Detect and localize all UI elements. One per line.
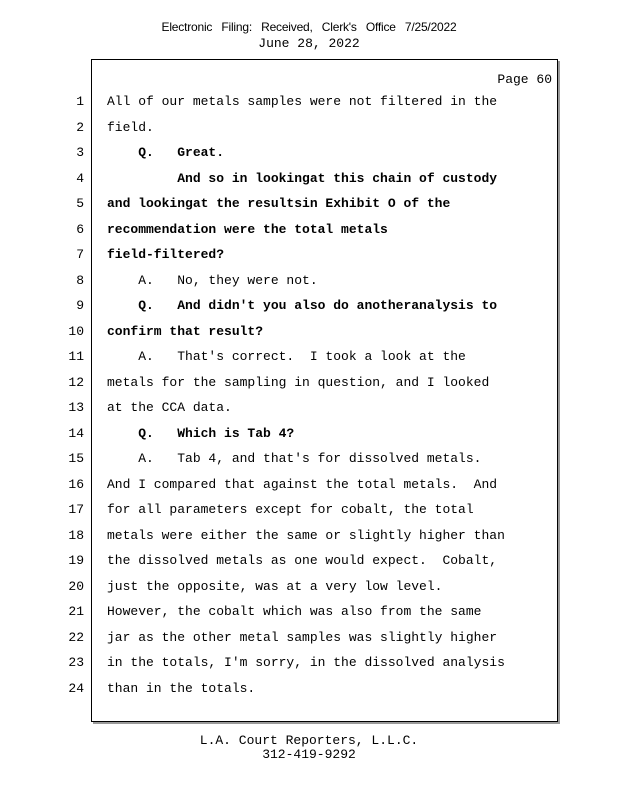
line-number: 18	[68, 528, 84, 543]
line-text: Q. And didn't you also do anotheranalysis to	[107, 298, 498, 313]
line-text: jar as the other metal samples was slightly higher	[107, 630, 498, 645]
line-text: confirm that result?	[107, 324, 264, 339]
line-text: Q. Which is Tab 4?	[107, 426, 295, 441]
transcript-line	[0, 92, 560, 112]
transcript-line	[0, 296, 560, 316]
transcript-date: June 28, 2022	[258, 36, 360, 51]
line-number: 22	[68, 630, 84, 645]
line-number: 15	[68, 451, 84, 466]
transcript-line	[0, 424, 560, 444]
line-number: 5	[76, 196, 84, 211]
transcript-line	[0, 245, 560, 265]
transcript-line	[0, 271, 560, 291]
transcript-line	[0, 577, 560, 597]
line-number: 7	[76, 247, 84, 262]
line-text: And so in lookingat this chain of custody	[107, 171, 498, 186]
line-number: 4	[76, 171, 84, 186]
transcript-line	[0, 322, 560, 342]
line-number: 20	[68, 579, 84, 594]
line-number: 13	[68, 400, 84, 415]
line-number: 3	[76, 145, 84, 160]
reporter-phone: 312-419-9292	[262, 747, 356, 762]
line-number: 9	[76, 298, 84, 313]
transcript-line	[0, 398, 560, 418]
line-number: 17	[68, 502, 84, 517]
transcript-line	[0, 194, 560, 214]
line-number: 23	[68, 655, 84, 670]
line-text: and lookingat the resultsin Exhibit O of the	[107, 196, 451, 211]
line-number: 16	[68, 477, 84, 492]
line-text: at the CCA data.	[107, 400, 232, 415]
filing-stamp: Electronic Filing: Received, Clerk's Office 7/25/2022	[161, 20, 457, 34]
line-text: All of our metals samples were not filtered in the	[107, 94, 498, 109]
line-text: than in the totals.	[107, 681, 256, 696]
line-text: metals were either the same or slightly higher than	[107, 528, 505, 543]
line-number: 10	[68, 324, 84, 339]
transcript-line	[0, 526, 560, 546]
transcript-line	[0, 628, 560, 648]
line-text: And I compared that against the total metals. And	[107, 477, 498, 492]
transcript-line	[0, 602, 560, 622]
transcript-line	[0, 449, 560, 469]
line-text: metals for the sampling in question, and I looked	[107, 375, 490, 390]
reporter-company: L.A. Court Reporters, L.L.C.	[199, 733, 419, 748]
line-text: in the totals, I'm sorry, in the dissolved analysis	[107, 655, 505, 670]
line-number: 2	[76, 120, 84, 135]
line-number: 21	[68, 604, 84, 619]
line-number: 19	[68, 553, 84, 568]
line-text: A. That's correct. I took a look at the	[107, 349, 466, 364]
transcript-line	[0, 551, 560, 571]
line-text: for all parameters except for cobalt, the total	[107, 502, 474, 517]
line-number: 14	[68, 426, 84, 441]
transcript-line	[0, 475, 560, 495]
line-text: field.	[107, 120, 154, 135]
transcript-line	[0, 373, 560, 393]
line-number: 12	[68, 375, 84, 390]
line-text: just the opposite, was at a very low level.	[107, 579, 443, 594]
transcript-line	[0, 118, 560, 138]
line-text: field-filtered?	[107, 247, 225, 262]
page-number: Page 60	[497, 72, 552, 87]
line-text: However, the cobalt which was also from the same	[107, 604, 482, 619]
line-number: 24	[68, 681, 84, 696]
line-text: recommendation were the total metals	[107, 222, 388, 237]
line-text: A. No, they were not.	[107, 273, 318, 288]
line-number: 11	[68, 349, 84, 364]
transcript-line	[0, 169, 560, 189]
line-text: Q. Great.	[107, 145, 225, 160]
line-number: 6	[76, 222, 84, 237]
line-number: 8	[76, 273, 84, 288]
transcript-line	[0, 500, 560, 520]
transcript-line	[0, 653, 560, 673]
line-text: the dissolved metals as one would expect. Cobalt,	[107, 553, 498, 568]
line-number: 1	[76, 94, 84, 109]
transcript-line	[0, 679, 560, 699]
transcript-line	[0, 143, 560, 163]
line-text: A. Tab 4, and that's for dissolved metals.	[107, 451, 482, 466]
transcript-line	[0, 347, 560, 367]
transcript-line	[0, 220, 560, 240]
